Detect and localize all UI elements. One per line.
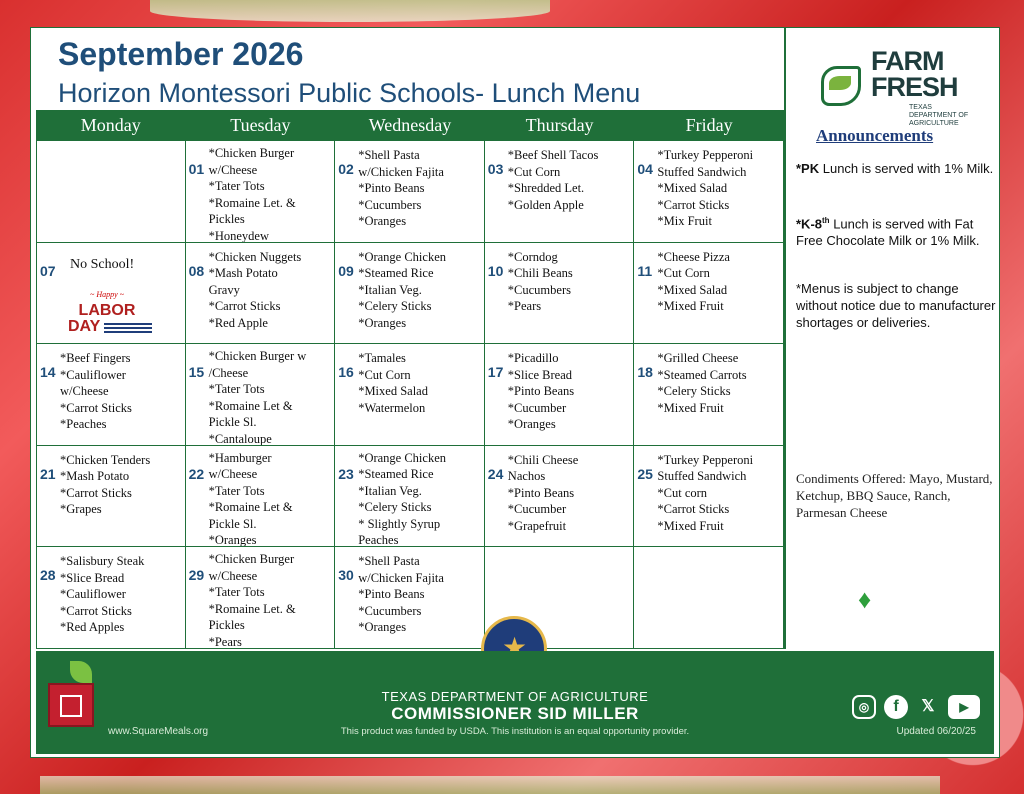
menu-item: w/Cheese [208, 467, 258, 482]
menu-item: *Red Apples [60, 620, 125, 635]
menu-item: *Italian Veg. [358, 483, 422, 498]
menu-item: *Romaine Let & [208, 500, 293, 515]
menu-item: *Beef Shell Tacos [507, 148, 599, 162]
menu-item: *Chili Cheese [507, 452, 579, 467]
menu-day-cell [634, 446, 784, 548]
menu-item: *Chicken Burger [208, 146, 295, 160]
farm-fresh-logo [821, 46, 971, 126]
menu-items [209, 348, 333, 446]
menu-item: *Oranges [507, 417, 556, 432]
menu-item: w/Cheese [208, 568, 258, 583]
menu-item: *Oranges [358, 315, 407, 330]
menu-item: *Tater Tots [208, 179, 265, 193]
menu-day-cell [634, 243, 784, 345]
day-number: 18 [637, 364, 653, 381]
menu-item: *Hamburger [208, 450, 272, 465]
menu-item: w/Chicken Fajita [358, 164, 444, 179]
menu-items [358, 553, 482, 636]
menu-item: *Celery Sticks [358, 299, 432, 314]
menu-item: *Slice Bread [60, 570, 125, 585]
menu-item: *Honeydew [208, 228, 269, 243]
menu-day-cell [634, 344, 784, 446]
menu-item: *Cucumbers [358, 197, 422, 212]
day-label: Thursday [525, 115, 594, 135]
flag-icon [104, 323, 152, 333]
menu-items [508, 350, 632, 433]
menu-item: *Mash Potato [208, 266, 278, 281]
menu-item: *Oranges [358, 620, 407, 635]
menu-item: w/Cheese [60, 384, 109, 399]
menu-items [60, 452, 183, 518]
menu-item: *Steamed Rice [358, 467, 434, 482]
instagram-icon[interactable]: ◎ [852, 695, 876, 719]
square-meals-link[interactable]: www.SquareMeals.org [108, 726, 209, 737]
menu-item: *Turkey Pepperoni [657, 452, 754, 467]
menu-item: *Cucumbers [507, 282, 571, 297]
menu-item: *Pinto Beans [358, 181, 425, 195]
day-number: 07 [40, 262, 56, 279]
menu-item: *Celery Sticks [657, 384, 731, 399]
pk-milk-note: *PK Lunch is served with 1% Milk. [796, 161, 994, 176]
labor-day-graphic: ~ Happy ~ LABOR DAY [62, 287, 152, 337]
condiments-note: Condiments Offered: Mayo, Mustard, Ketchup, BBQ Sauce, Ranch, Parmesan Cheese [796, 471, 993, 520]
menu-day-cell [485, 446, 635, 548]
menu-item: *Grilled Cheese [657, 351, 739, 366]
menu-items [209, 450, 333, 548]
menu-item: *Carrot Sticks [60, 603, 132, 618]
menu-item: *Chicken Burger [208, 552, 295, 567]
funding-statement: This product was funded by USDA. This institution is an equal opportunity provider. [340, 726, 690, 737]
menu-sheet [30, 27, 1000, 758]
menu-day-cell [186, 446, 336, 548]
social-links [852, 695, 980, 719]
menu-item: *Mixed Fruit [657, 400, 724, 415]
menu-day-cell [335, 446, 485, 548]
menu-item: Gravy [208, 282, 240, 297]
day-number: 17 [487, 364, 504, 381]
menu-item: *Cauliflower [60, 587, 126, 602]
menu-item: *Slice Bread [507, 367, 573, 382]
menu-items [209, 145, 333, 243]
menu-items [657, 249, 781, 315]
menu-item: *Orange Chicken [358, 450, 447, 465]
day-number: 10 [487, 262, 504, 279]
menu-item: *Corndog [507, 249, 558, 264]
agency-name: TEXAS DEPARTMENT OF AGRICULTURE [381, 689, 649, 704]
day-number: 30 [338, 567, 354, 584]
menu-item: Stuffed Sandwich [657, 469, 747, 484]
day-number: 21 [40, 465, 56, 482]
menu-item: *Shell Pasta [358, 554, 420, 569]
page-subtitle: Horizon Montessori Public Schools- Lunch Menu [58, 78, 641, 108]
leaf-icon [70, 661, 92, 683]
weekday-header [36, 110, 784, 141]
facebook-icon[interactable]: f [884, 695, 908, 719]
day-number: 22 [188, 465, 205, 482]
day-number: 01 [188, 161, 205, 177]
day-number: 04 [637, 161, 653, 177]
calendar-grid [36, 141, 784, 649]
menu-day-cell [36, 547, 186, 649]
day-number: 14 [40, 364, 56, 381]
texas-state-icon: ♦ [858, 584, 872, 614]
menu-items [508, 452, 632, 535]
menu-item: Pickle Sl. [208, 415, 257, 430]
menu-item: /Cheese [208, 365, 249, 380]
day-number: 08 [188, 262, 205, 279]
leaf-icon [829, 76, 851, 90]
menu-item: *Orange Chicken [358, 249, 447, 264]
menu-item: *Red Apple [208, 315, 268, 330]
menu-item: *Pears [507, 299, 542, 314]
menu-day-cell [36, 141, 186, 243]
menu-item: *Peaches [60, 417, 107, 432]
menu-item: *Cut Corn [358, 367, 411, 382]
menu-item: *Beef Fingers [60, 351, 131, 366]
menu-item: Nachos [507, 469, 546, 484]
menu-day-cell [485, 243, 635, 345]
menu-day-cell [634, 547, 784, 649]
menu-day-cell [485, 344, 635, 446]
menu-items [60, 350, 183, 433]
day-number: 11 [637, 262, 653, 279]
menu-item: *Oranges [208, 533, 257, 548]
menu-item: w/Chicken Fajita [358, 570, 444, 585]
menu-day-cell [335, 344, 485, 446]
day-number: 09 [338, 262, 354, 279]
menu-item: *Salisbury Steak [60, 554, 145, 569]
menu-item: Pickle Sl. [208, 516, 257, 531]
day-label: Friday [685, 115, 733, 135]
menu-day-cell [36, 344, 186, 446]
menu-item: *Italian Veg. [358, 282, 422, 297]
menu-day-cell [186, 141, 336, 243]
menu-item: *Cauliflower [60, 367, 126, 382]
menu-items [508, 147, 632, 213]
day-number: 28 [40, 567, 56, 584]
menu-item: *Turkey Pepperoni [657, 148, 754, 162]
menu-item: *Cut Corn [507, 164, 561, 179]
menu-item: *Chicken Burger w [208, 349, 307, 364]
menu-item: *Chicken Tenders [60, 452, 151, 467]
farm-fresh-wordmark: FARM FRESH [871, 46, 958, 102]
menu-day-cell [186, 547, 336, 649]
menu-item: *Mixed Fruit [657, 299, 724, 314]
day-number: 23 [338, 465, 354, 482]
menu-day-cell [335, 141, 485, 243]
menu-item: *Cut Corn [657, 266, 710, 281]
day-number: 24 [487, 465, 504, 482]
announcements-panel [784, 28, 1001, 649]
menu-items [209, 551, 333, 649]
menu-item: *Celery Sticks [358, 500, 432, 515]
updated-date: Updated 06/20/25 [896, 726, 976, 737]
menu-items [60, 553, 183, 636]
k8-milk-note: *K-8th Lunch is served with Fat Free Chocolate Milk or 1% Milk. [796, 216, 980, 249]
menu-item: *Chicken Nuggets [208, 249, 302, 264]
menu-item: *Steamed Rice [358, 266, 434, 281]
day-label: Monday [80, 115, 141, 135]
menu-item: *Mixed Salad [657, 282, 728, 297]
menu-day-cell [335, 547, 485, 649]
no-school-label: No School! [70, 256, 135, 272]
menu-items [358, 249, 482, 332]
day-number: 03 [487, 161, 504, 177]
day-label: Wednesday [368, 115, 452, 135]
menu-item: *Tater Tots [208, 382, 265, 397]
day-number: 02 [338, 161, 354, 177]
day-number: 29 [188, 567, 205, 584]
menu-item: Pickles [208, 618, 245, 633]
menu-item: *Oranges [358, 214, 407, 228]
footer-bar [36, 651, 994, 754]
menu-day-cell [36, 446, 186, 548]
menu-items [358, 147, 482, 230]
menu-item: *Golden Apple [507, 197, 584, 212]
menu-item: *Steamed Carrots [657, 367, 747, 382]
menu-item: *Watermelon [358, 400, 426, 415]
menu-day-cell [485, 141, 635, 243]
menu-item: *Carrot Sticks [208, 299, 281, 314]
day-number: 15 [188, 364, 205, 381]
menu-item: Stuffed Sandwich [657, 164, 747, 179]
menu-item: *Carrot Sticks [657, 197, 730, 212]
menu-item: *Carrot Sticks [60, 485, 132, 500]
menu-item: *Pinto Beans [358, 587, 425, 602]
menu-item: Peaches [358, 533, 399, 548]
menu-change-note: *Menus is subject to change without notice due to manufacturer shortages or deliveries. [796, 281, 996, 330]
menu-day-cell [186, 243, 336, 345]
day-label: Tuesday [230, 115, 291, 135]
menu-item: *Cantaloupe [208, 431, 272, 446]
menu-item: Pickles [208, 212, 245, 226]
menu-day-cell [634, 141, 784, 243]
menu-item: *Grapefruit [507, 518, 567, 533]
menu-item: * Slightly Syrup [358, 516, 441, 531]
menu-items [209, 249, 333, 332]
youtube-icon[interactable]: ▶ [948, 695, 980, 719]
menu-item: *Chili Beans [507, 266, 573, 281]
menu-item: *Mash Potato [60, 469, 130, 484]
day-number: 25 [637, 465, 653, 482]
x-twitter-icon[interactable]: 𝕏 [921, 698, 935, 715]
menu-item: *Romaine Let. & [208, 601, 296, 616]
menu-day-cell [186, 344, 336, 446]
menu-day-cell [335, 243, 485, 345]
menu-item: w/Cheese [208, 162, 258, 177]
menu-item: *Pinto Beans [507, 384, 575, 399]
menu-day-cell [36, 243, 186, 345]
menu-item: *Pears [208, 634, 242, 649]
farm-fresh-subtext: TEXAS DEPARTMENT OF AGRICULTURE [909, 104, 969, 127]
announcements-title: Announcements [816, 126, 934, 145]
menu-item: *Cheese Pizza [657, 249, 730, 264]
menu-items [657, 147, 781, 230]
menu-items [508, 249, 632, 315]
menu-item: *Carrot Sticks [60, 400, 132, 415]
menu-item: *Mix Fruit [657, 214, 712, 228]
menu-item: *Mixed Salad [657, 181, 728, 195]
menu-item: *Mixed Fruit [657, 518, 724, 533]
menu-items [657, 350, 781, 416]
menu-items [358, 450, 482, 548]
commissioner-name: COMMISSIONER SID MILLER [391, 704, 639, 723]
menu-item: *Grapes [60, 502, 102, 517]
menu-item: *Cut corn [657, 485, 708, 500]
menu-item: *Cucumber [507, 400, 567, 415]
menu-items [358, 350, 482, 416]
day-number: 16 [338, 364, 354, 381]
menu-item: *Tater Tots [208, 483, 265, 498]
menu-item: *Shell Pasta [358, 148, 420, 162]
menu-item: *Tater Tots [208, 585, 265, 600]
menu-item: *Carrot Sticks [657, 502, 730, 517]
watermelon-rind-decoration [40, 776, 940, 794]
menu-item: *Picadillo [507, 351, 559, 366]
menu-item: *Mixed Salad [358, 384, 428, 399]
menu-item: *Cucumber [507, 502, 567, 517]
menu-item: *Tamales [358, 351, 406, 366]
menu-items [657, 452, 781, 535]
menu-item: *Shredded Let. [507, 181, 585, 195]
page-title: September 2026 [58, 36, 304, 72]
watermelon-rind-decoration [150, 0, 550, 22]
menu-item: *Cucumbers [358, 603, 422, 618]
menu-item: *Pinto Beans [507, 485, 575, 500]
menu-item: *Romaine Let & [208, 398, 293, 413]
menu-item: *Romaine Let. & [208, 195, 296, 210]
